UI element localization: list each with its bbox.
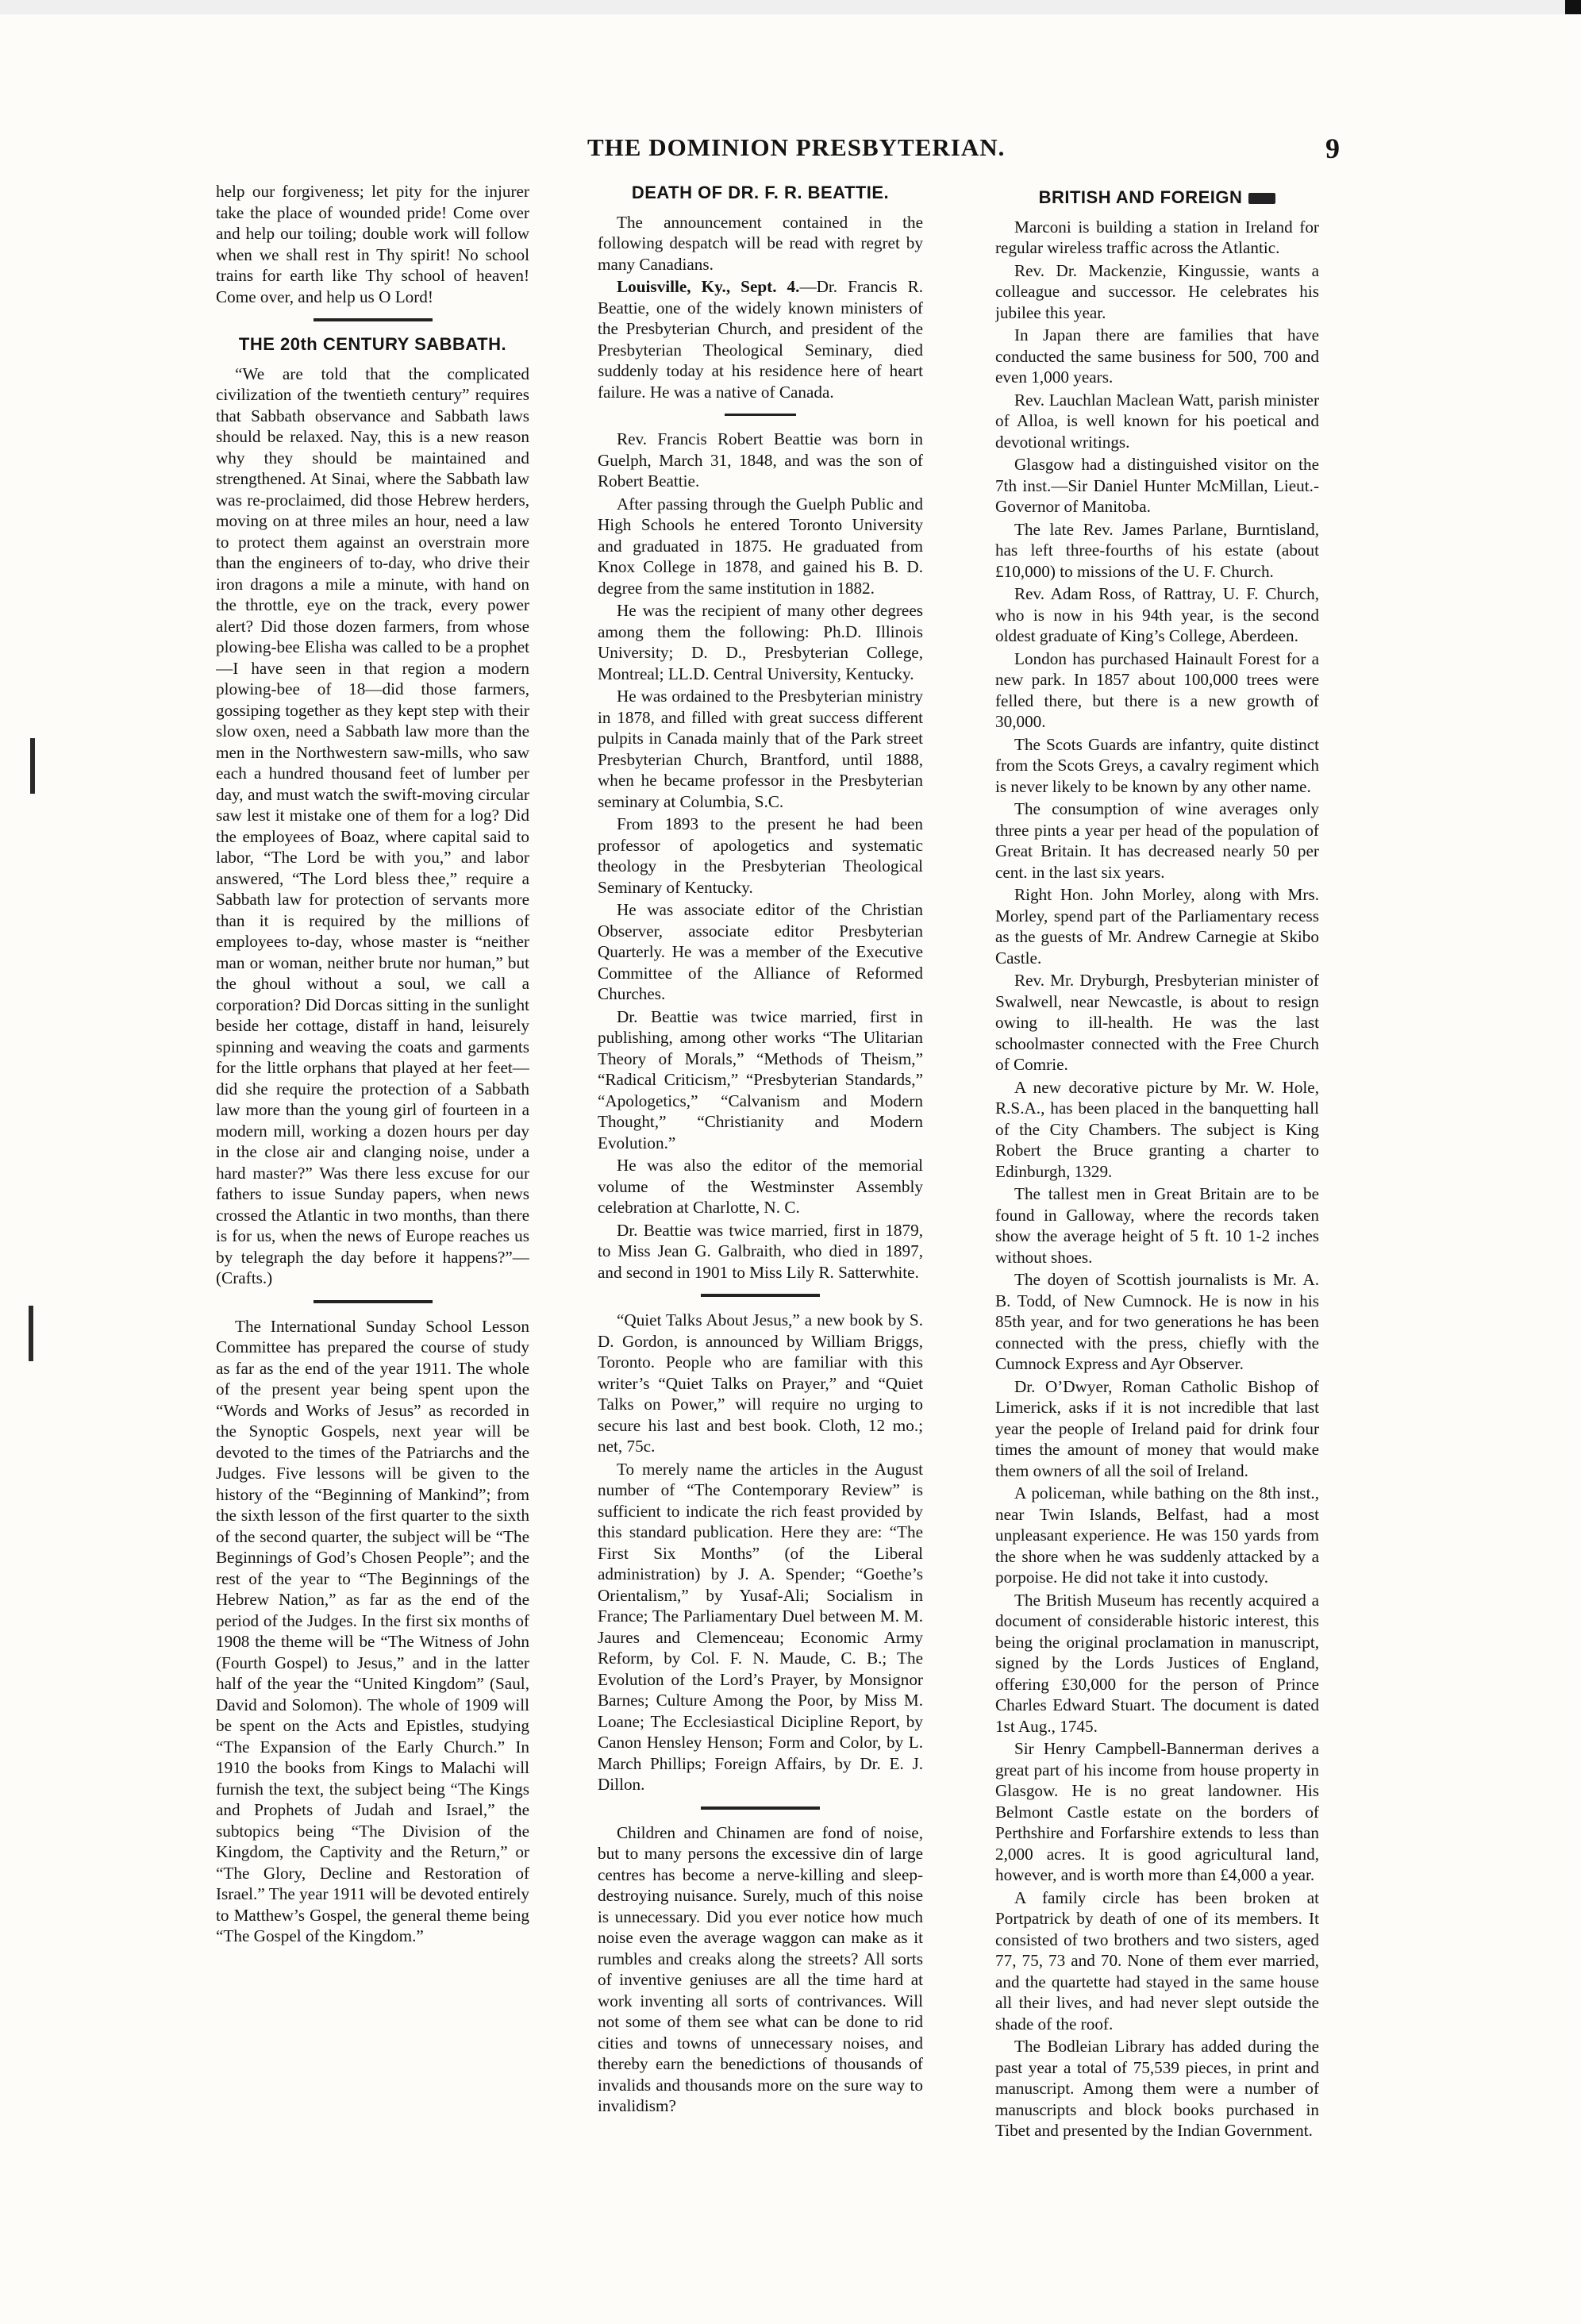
news-item: The Scots Guards are infantry, quite distinct from the Scots Greys, a cavalry regiment which is never likely to be known by any other name. [995, 734, 1319, 796]
paragraph-quiet-talks: “Quiet Talks About Jesus,” a new book by S. D. Gordon, is announced by William Briggs, Toronto. People who are familiar with this writer’s “Quiet Talks on Prayer,” and “Quiet Talks on Power,” will require no urging to secure his last and best book. Cloth, 12 mo.; net, 75c. [598, 1310, 923, 1456]
news-item: A policeman, while bathing on the 8th inst., near Twin Islands, Belfast, had a most unpleasant experience. He was 150 yards from the shore when he was suddenly attacked by a porpoise. He did not take it into custody. [995, 1483, 1319, 1587]
news-item: London has purchased Hainault Forest for a new park. In 1857 about 100,000 trees were felled there, but there is a new growth of 30,000. [995, 648, 1319, 731]
scan-top-edge [0, 0, 1581, 14]
column-middle [598, 181, 923, 2229]
news-item: Rev. Lauchlan Maclean Watt, parish minister of Alloa, is well known for his poetical and devotional writings. [995, 390, 1319, 452]
news-item: The consumption of wine averages only three pints a year per head of the population of Great Britain. It has decreased nearly 50 per cent. in the last six years. [995, 799, 1319, 882]
heading-sabbath: THE 20th CENTURY SABBATH. [238, 334, 507, 354]
paragraph-editor: He was associate editor of the Christian Observer, associate editor Presbyterian Quarterly. He was a member of the Executive Committee of the Alliance of Reformed Churches. [598, 900, 923, 1003]
paragraph-ordained: He was ordained to the Presbyterian ministry in 1878, and filled with great success different pulpits in Canada mainly that of the Park street Presbyterian Church, Brantford, until 1888, when he became professor in the Presbyterian seminary at Columbia, S.C. [598, 687, 923, 811]
news-item: A family circle has been broken at Portpatrick by death of one of its members. It consisted of two brothers and two sisters, aged 77, 75, 73 and 70. None of them ever married, and the quartette had stayed in the same house all their lives, and had never slept outside the shade of the roof. [995, 1887, 1319, 2034]
news-item: The doyen of Scottish journalists is Mr. A. B. Todd, of New Cumnock. He is now in his 85th year, and for two generations he has been connected with the press, chiefly with the Cumnock Express and Ayr Observer. [995, 1270, 1319, 1373]
heading-text: BRITISH AND FOREIGN [1038, 187, 1243, 207]
news-item: Rev. Dr. Mackenzie, Kingussie, wants a colleague and successor. He celebrates his jubilee this year. [995, 260, 1319, 322]
paragraph-contemporary-review: To merely name the articles in the August number of “The Contemporary Review” is sufficient to indicate the rich feast provided by this standard publication. Here they are: “The First Six Months” (of the Liberal administration) by J. A. Spender; “Goethe’s Orientalism,” by Yusaf-Ali; Socialism in France; The Parliamentary Duel between M. M. Jaures and Clemenceau; Economic Army Reform, by Col. F. N. Maude, C. B.; The Evolution of the Lord’s Prayer, by Monsignor Barnes; Culture Among the Poor, by Miss M. Loane; The Ecclesiastical Dicipline Report, by Canon Hensley Henson; Form and Color, by L. March Phillips; Foreign Affairs, by Dr. E. J. Dillon. [598, 1459, 923, 1794]
page-header [0, 133, 1581, 181]
heading-british-foreign [995, 187, 1319, 209]
article-sabbath: “We are told that the complicated civilization of the twentieth century” requires that Sabbath observance and Sabbath laws should be relaxed. Nay, this is a new reason why they should be maintained and strengthened. At Sinai, where the Sabbath law was re-proclaimed, did those Hebrew herders, moving on at three miles an hour, need a law to protect them against an overstrain more than the engineers of to-day, who drive their iron dragons a mile a minute, with hand on the throttle, eye on the track, every power alert? Did those dozen farmers, from whose plowing-bee Elisha was called to be a prophet—I have seen in that region a modern plowing-bee of 18—did those farmers, gossiping together as they kept step with their slow oxen, need a Sabbath law more than the men in the Northwestern saw-mills, who saw each a hundred thousand feet of lumber per day, and must watch the swift-moving circular saw lest it mistake one of them for a log? Did the employees of Boaz, where capital said to labor, “The Lord be with you,” and labor answered, “The Lord bless thee,” require a Sabbath law for protection of servants more than it is required by the millions of employees to-day, whose master is “neither man or woman, neither brute nor human,” but the ghoul without a soul, we call a corporation? Did Dorcas sitting in the sunlight beside her cottage, distaff in hand, leisurely spinning and weaving the coats and garments for the little orphans that played at her feet—did she require the protection of a Sabbath law more than the young girl of fourteen in a modern mill, working a dozen hours per day in the close air and clanging noise, under a hard master?” Was there less excuse for our fathers to issue Sunday papers, when news crossed the Atlantic in two months, than there is for us, when the news of Europe reaches us by telegraph the day before it happens?”—(Crafts.) [216, 364, 529, 1287]
ornament-icon [1248, 193, 1275, 204]
news-item: Dr. O’Dwyer, Roman Catholic Bishop of Limerick, asks if it is not incredible that last year the people of Ireland paid for drink four times the amount of money that would make them owners of all the soil of Ireland. [995, 1376, 1319, 1480]
binding-mark-upper [30, 738, 35, 794]
divider-rule [314, 318, 433, 321]
divider-rule [725, 414, 796, 416]
news-item: The late Rev. James Parlane, Burntisland, has left three-fourths of his estate (about £10,000) to missions of the U. F. Church. [995, 519, 1319, 581]
paragraph-despatch [598, 276, 923, 402]
divider-rule [701, 1294, 820, 1297]
heading-death-beattie: DEATH OF DR. F. R. BEATTIE. [631, 183, 890, 202]
paragraph-education: After passing through the Guelph Public and High Schools he entered Toronto University and graduated in 1875. He graduated from Knox College in 1878, and gained his B. D. degree from the same institution in 1882. [598, 494, 923, 598]
news-item: The tallest men in Great Britain are to be found in Galloway, where the records taken show the average height of 5 ft. 10 1-2 inches without shoes. [995, 1184, 1319, 1267]
paragraph-born: Rev. Francis Robert Beattie was born in Guelph, March 31, 1848, and was the son of Robert Beattie. [598, 429, 923, 491]
paragraph-marriages: Dr. Beattie was twice married, first in 1879, to Miss Jean G. Galbraith, who died in 1897, and second in 1901 to Miss Lily R. Satterwhite. [598, 1220, 923, 1282]
news-item: Marconi is building a station in Ireland for regular wireless traffic across the Atlantic. [995, 217, 1319, 257]
scan-corner-mark [1565, 0, 1581, 14]
news-item: A new decorative picture by Mr. W. Hole, R.S.A., has been placed in the banquetting hall of the City Chambers. The subject is King Robert the Bruce granting a charter to Edinburgh, 1329. [995, 1077, 1319, 1181]
divider-rule [701, 1806, 820, 1810]
paragraph-memorial: He was also the editor of the memorial volume of the Westminster Assembly celebration at Charlotte, N. C. [598, 1156, 923, 1217]
paragraph-noise: Children and Chinamen are fond of noise, but to many persons the excessive din of large centres has become a nerve-killing and sleep-destroying nuisance. Surely, much of this noise is unnecessary. Did you ever notice how much noise even the average waggon can make as it rumbles and creaks along the streets? All sorts of inventive geniuses are all the time hard at work inventing all sorts of contrivances. Will not some of them see what can be done to rid cities and towns of unnecessary noises, and thereby earn the benedictions of thousands of invalids and thousands more on the sure way to invalidism? [598, 1822, 923, 2115]
divider-rule [314, 1300, 433, 1303]
column-left [216, 181, 529, 2229]
paragraph-professor: From 1893 to the present he had been professor of apologetics and systematic theology in the Presbyterian Theological Seminary of Kentucky. [598, 814, 923, 897]
masthead-title: THE DOMINION PRESBYTERIAN. [587, 133, 1006, 161]
news-item: In Japan there are families that have conducted the same business for 500, 700 and even 1,000 years. [995, 325, 1319, 387]
article-continuation: help our forgiveness; let pity for the injurer take the place of wounded pride! Come over and help our toiling; double work will follow when we shall rest in Thy spirit! No school trains for earth like Thy school of heaven! Come over, and help us O Lord! [216, 182, 529, 306]
news-item: Right Hon. John Morley, along with Mrs. Morley, spend part of the Parliamentary recess as the guests of Mr. Andrew Carnegie at Skibo Castle. [995, 885, 1319, 968]
news-item: The British Museum has recently acquired a document of considerable historic interest, this being the original proclamation in manuscript, signed by the Lords Justices of England, offering £30,000 for the person of Prince Charles Edward Stuart. The document is dated 1st Aug., 1745. [995, 1590, 1319, 1736]
news-item: Rev. Mr. Dryburgh, Presbyterian minister of Swalwell, near Newcastle, is about to resign owing to ill-health. He was the last schoolmaster connected with the Free Church of Comrie. [995, 971, 1319, 1074]
despatch-text: —Dr. Francis R. Beattie, one of the widely known ministers of the Presbyterian Church, and president of the Presbyterian Theological Seminary, died suddenly today at his residence here of heart failure. He was a native of Canada. [598, 277, 923, 402]
dateline: Louisville, Ky., Sept. 4. [617, 277, 800, 296]
column-right [995, 181, 1319, 2229]
page-number: 9 [1325, 133, 1340, 164]
news-item: Sir Henry Campbell-Bannerman derives a great part of his income from house property in Glasgow. He is no great landowner. His Belmont Castle estate on the borders of Perthshire and Forfarshire extends to less than 2,000 acres. It is good agricultural land, however, and is worth more than £4,000 a year. [995, 1739, 1319, 1884]
paragraph-announcement: The announcement contained in the following despatch will be read with regret by many Canadians. [598, 212, 923, 274]
article-sunday-school-lessons: The International Sunday School Lesson Committee has prepared the course of study as far as the end of the year 1911. The whole of the present year being spent upon the “Words and Works of Jesus” as recorded in the Synoptic Gospels, next year will be devoted to the times of the Patriarchs and the Judges. Five lessons will be given to the history of the “Beginning of Mankind”; from the sixth lesson of the first quarter to the sixth of the second quarter, the subject will be “The Beginnings of God’s Chosen People”; and the rest of the year to “The Beginnings of the Hebrew Nation,” as far as the end of the period of the Judges. In the first six months of 1908 the theme will be “The Witness of John (Fourth Gospel) to Jesus,” and in the latter half of the year the “United Kingdom” (Saul, David and Solomon). The whole of 1909 will be spent on the Acts and Epistles, studying “The Expansion of the Early Church.” In 1910 the books from Kings to Malachi will furnish the text, the subject being “The Kings and Prophets of Judah and Israel,” the subtopics being “The Division of the Kingdom, the Captivity and the Return,” or “The Glory, Decline and Restoration of Israel.” The year 1911 will be devoted entirely to Matthew’s Gospel, the general theme being “The Gospel of the Kingdom.” [216, 1316, 529, 1945]
paragraph-works: Dr. Beattie was twice married, first in publishing, among other works “The Ulitarian Theory of Morals,” “Methods of Theism,” “Radical Criticism,” “Presbyterian Standards,” “Apologetics,” “Calvanism and Modern Thought,” “Christianity and Modern Evolution.” [598, 1006, 923, 1152]
binding-mark-lower [29, 1306, 33, 1361]
paragraph-degrees: He was the recipient of many other degrees among them the following: Ph.D. Illinois University; D. D., Presbyterian College, Montreal; LL.D. Central University, Kentucky. [598, 601, 923, 683]
news-item: Rev. Adam Ross, of Rattray, U. F. Church, who is now in his 94th year, is the second oldest graduate of King’s College, Aberdeen. [995, 584, 1319, 645]
news-item: Glasgow had a distinguished visitor on the 7th inst.—Sir Daniel Hunter McMillan, Lieut.-Governor of Manitoba. [995, 455, 1319, 516]
news-item: The Bodleian Library has added during the past year a total of 75,539 pieces, in print and manuscript. Among them were a number of manuscripts and block books purchased in Tibet and presented by the Indian Government. [995, 2037, 1319, 2140]
